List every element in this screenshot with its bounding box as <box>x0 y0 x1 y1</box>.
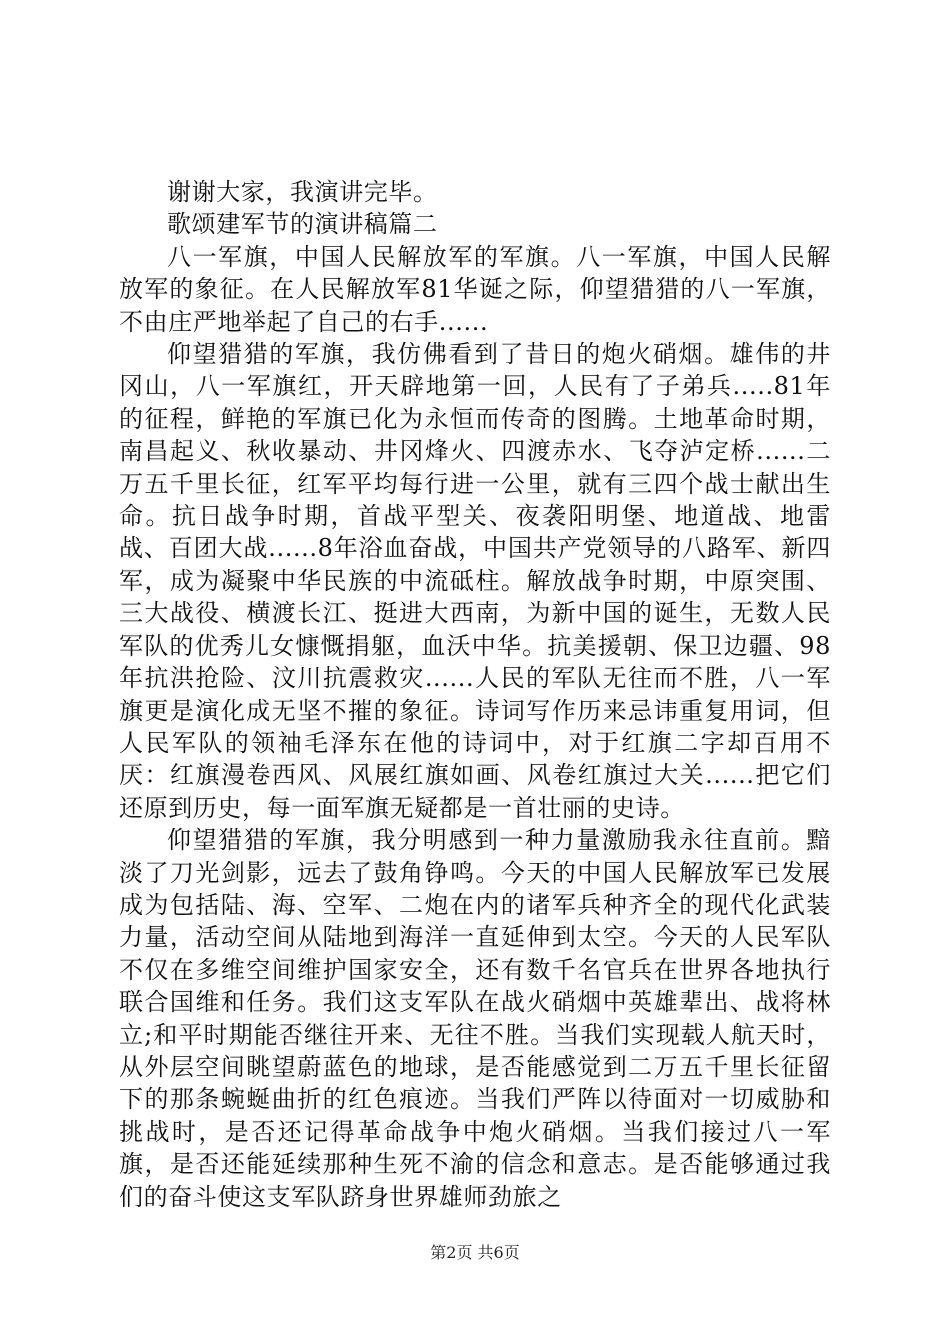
page-number-footer: 第2页 共6页 <box>430 1243 520 1262</box>
paragraph-intro: 八一军旗，中国人民解放军的军旗。八一军旗，中国人民解放军的象征。在人民解放军81华诞之际，仰望猎猎的八一军旗，不由庄严地举起了自己的右手...... <box>119 242 831 336</box>
paragraph-history: 仰望猎猎的军旗，我仿佛看到了昔日的炮火硝烟。雄伟的井冈山，八一军旗红，开天辟地第一回，人民有了子弟兵.....81年的征程，鲜艳的军旗已化为永恒而传奇的图腾。土地革命时期，南昌起义、秋收暴动、井冈烽火、四渡赤水、飞夺泸定桥......二万五千里长征，红军平均每行进一公里，就有三四个战士献出生命。抗日战争时期，首战平型关、夜袭阳明堡、地道战、地雷战、百团大战......8年浴血奋战，中国共产党领导的八路军、新四军，成为凝聚中华民族的中流砥柱。解放战争时期，中原突围、三大战役、横渡长江、挺进大西南，为新中国的诞生，无数人民军队的优秀儿女慷慨捐躯，血沃中华。抗美援朝、保卫边疆、98年抗洪抢险、汶川抗震救灾......人民的军队无往而不胜，八一军旗更是演化成无坚不摧的象征。诗词写作历来忌讳重复用词，但人民军队的领袖毛泽东在他的诗词中，对于红旗二字却百用不厌：红旗漫卷西风、风展红旗如画、风卷红旗过大关......把它们还原到历史，每一面军旗无疑都是一首壮丽的史诗。 <box>119 340 831 822</box>
section-heading: 歌颂建军节的演讲稿篇二 <box>167 210 438 239</box>
document-body <box>119 176 831 1213</box>
paragraph-present: 仰望猎猎的军旗，我分明感到一种力量激励我永往直前。黯淡了刀光剑影，远去了鼓角铮鸣。今天的中国人民解放军已发展成为包括陆、海、空军、二炮在内的诸军兵种齐全的现代化武装力量，活动空间从陆地到海洋一直延伸到太空。今天的人民军队不仅在多维空间维护国家安全，还有数千名官兵在世界各地执行联合国维和任务。我们这支军队在战火硝烟中英雄辈出、战将林立;和平时期能否继往开来、无往不胜。当我们实现载人航天时，从外层空间眺望蔚蓝色的地球，是否能感觉到二万五千里长征留下的那条蜿蜒曲折的红色痕迹。当我们严阵以待面对一切威胁和挑战时，是否还记得革命战争中炮火硝烟。当我们接过八一军旗，是否还能延续那种生死不渝的信念和意志。是否能够通过我们的奋斗使这支军队跻身世界雄师劲旅之 <box>119 826 831 1211</box>
paragraph-closing: 谢谢大家，我演讲完毕。 <box>167 178 438 206</box>
